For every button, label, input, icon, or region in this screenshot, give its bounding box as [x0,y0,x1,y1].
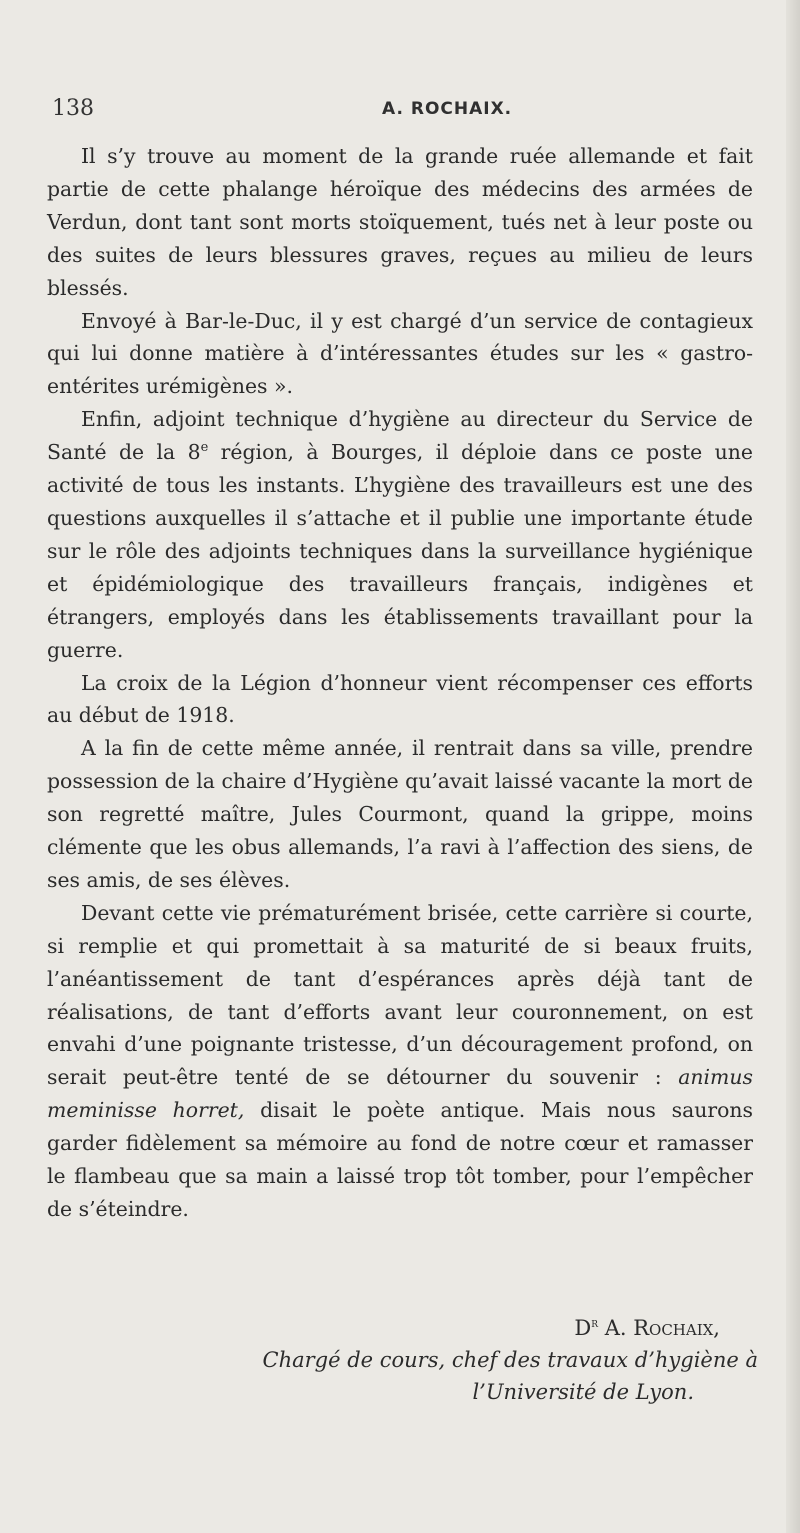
signature-affiliation: l’Université de Lyon. [472,1380,694,1404]
body-text [47,140,753,1226]
paragraph: Envoyé à Bar-le-Duc, il y est chargé d’un service de contagieux qui lui donne matière à d’intéressantes études sur les « gastro-entérites urémigènes ». [47,308,753,399]
signature-block [210,1312,758,1408]
paragraph-text: disait le poète antique. Mais nous saurons garder fidèlement sa mémoire au fond de notre cœur et ramasser le flambeau que sa main a laissé trop tôt tomber, pour l’empêcher de s’éteindre. [47,1098,753,1221]
page-spine-shadow [786,0,800,1533]
paragraph: A la fin de cette même année, il rentrait dans sa ville, prendre possession de la chaire d’Hygiène qu’avait laissé vacante la mort de son regretté maître, Jules Courmont, quand la grippe, moins clémente que les obus allemands, l’a ravi à l’affection des siens, de ses amis, de ses élèves. [47,736,753,892]
paragraph [47,897,753,1226]
latin-quote: animus meminisse horret, [47,1065,753,1123]
page-number: 138 [52,96,94,121]
running-head: A. ROCHAIX. [382,99,513,119]
signature-author: A. Rochaix, [598,1316,720,1340]
paragraph: Il s’y trouve au moment de la grande ruée allemande et fait partie de cette phalange héroïque des médecins des armées de Verdun, dont tant sont morts stoïquement, tués net à leur poste ou des suites de leurs blessures graves, reçues au milieu de leurs blessés. [47,144,753,300]
superscript: e [200,440,209,456]
signature-prefix: D [574,1316,592,1340]
page-header [52,96,752,130]
paragraph-text: région, à Bourges, il déploie dans ce poste une activité de tous les instants. L’hygiène des travailleurs est une des questions auxquelles il s’attache et il publie une importante étude sur le rôle des adjoints techniques dans la surveillance hygiénique et épidémiologique des travailleurs français, indigènes et étrangers, employés dans les établissements travaillant pour la guerre. [47,440,753,662]
signature-name [210,1312,758,1344]
paragraph-text: Devant cette vie prématurément brisée, cette carrière si courte, si remplie et qui promettait à sa maturité de si beaux fruits, l’anéantissement de tant d’espérances après déjà tant de réalisations, de tant d’efforts avant leur couronnement, on est envahi d’une poignante tristesse, d’un découragement profond, on serait peut-être tenté de se détourner du souvenir : [47,900,753,1090]
paragraph [47,403,753,666]
signature-title: Chargé de cours, chef des travaux d’hygiène à [262,1348,758,1372]
paragraph-text: Enfin, adjoint technique d’hygiène au directeur du Service de Santé de la 8 [47,407,753,465]
signature-superscript: r [591,1316,599,1331]
paragraph: La croix de la Légion d’honneur vient récompenser ces efforts au début de 1918. [47,670,753,728]
